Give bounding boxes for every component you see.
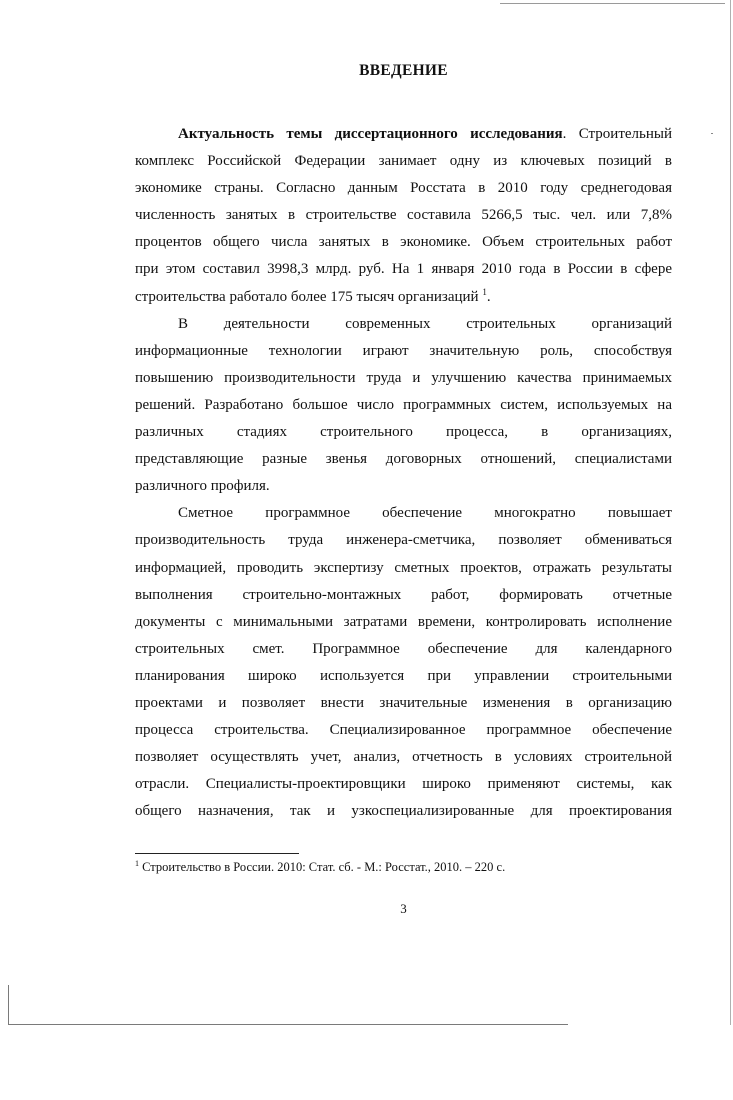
page-number: 3 — [400, 901, 407, 916]
page-title: ВВЕДЕНИЕ — [359, 62, 448, 79]
paragraph-line: различных стадиях строительного процесса, в организациях, — [135, 424, 672, 441]
paragraph-line: производительность труда инженера-сметчика, позволяет обмениваться — [135, 532, 672, 549]
paragraph-line: проектами и позволяет внести значительные изменения в организацию — [135, 694, 672, 711]
paragraph-line: информационные технологии играют значительную роль, способствуя — [135, 342, 672, 359]
paragraph-line: Сметное программное обеспечение многократно повышает — [178, 505, 672, 522]
paragraph-line: строительства работало более 175 тысяч организаций $^1$. — [135, 286, 491, 305]
paragraph-line: экономике страны. Согласно данным Росстата в 2010 году среднегодовая — [135, 180, 672, 197]
footnote — [135, 860, 672, 875]
paragraph-line: планирования широко используется при управлении строительными — [135, 667, 672, 684]
paragraph-line: различного профиля. — [135, 478, 270, 495]
scan-edge-line — [8, 985, 9, 1025]
footnote-text: Строительство в России. 2010: Стат. сб. - М.: Росстат., 2010. – 220 с. — [139, 860, 506, 874]
paragraph-line: выполнения строительно-монтажных работ, формировать отчетные — [135, 586, 672, 603]
scan-edge-line — [8, 1024, 568, 1025]
paragraph-line: процесса строительства. Специализированное программное обеспечение — [135, 722, 672, 739]
paragraph-line: позволяет осуществлять учет, анализ, отчетность в условиях строительной — [135, 749, 672, 766]
paragraph-line: Актуальность темы диссертационного исследования. Строительный — [178, 126, 672, 142]
footnote-number: 1 — [135, 858, 139, 868]
paragraph-line: строительных смет. Программное обеспечение для календарного — [135, 640, 672, 657]
footnote-reference: 1 — [482, 286, 487, 297]
paragraph-line: процентов общего числа занятых в экономике. Объем строительных работ — [135, 234, 672, 251]
paragraph-line: представляющие разные звенья договорных отношений, специалистами — [135, 451, 672, 468]
paragraph-line: документы с минимальными затратами времени, контролировать исполнение — [135, 613, 672, 630]
footnote-divider — [135, 853, 299, 854]
scan-speck — [711, 133, 713, 134]
paragraph-line: отрасли. Специалисты-проектировщики широко применяют системы, как — [135, 776, 672, 793]
body-text — [135, 121, 672, 825]
paragraph-line: решений. Разработано большое число программных систем, используемых на — [135, 396, 672, 413]
scan-edge-line — [730, 0, 731, 1025]
paragraph-line: общего назначения, так и узкоспециализированные для проектирования — [135, 803, 672, 820]
paragraph-line: численность занятых в строительстве составила 5266,5 тыс. чел. или 7,8% — [135, 207, 672, 224]
paragraph-line: при этом составил 3998,3 млрд. руб. На 1 января 2010 года в России в сфере — [135, 261, 672, 278]
scan-edge-line — [500, 3, 725, 4]
paragraph-line: повышению производительности труда и улучшению качества принимаемых — [135, 369, 672, 386]
paragraph-line: комплекс Российской Федерации занимает одну из ключевых позиций в — [135, 153, 672, 170]
lead-phrase: Актуальность темы диссертационного исследования — [178, 126, 563, 142]
paragraph-line: В деятельности современных строительных организаций — [178, 315, 672, 332]
paragraph-line: информацией, проводить экспертизу сметных проектов, отражать результаты — [135, 559, 672, 576]
